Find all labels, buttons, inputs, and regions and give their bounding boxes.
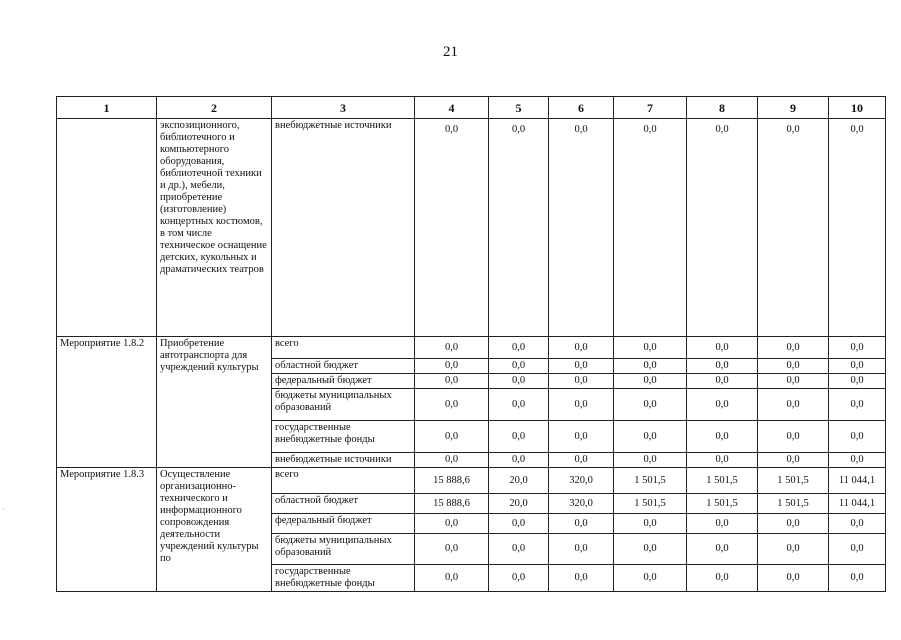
value-cell: 0,0 — [758, 514, 829, 534]
value-cell: 320,0 — [549, 468, 614, 494]
funding-source-cell: бюджеты муниципальных образований — [272, 534, 415, 565]
value-cell: 0,0 — [549, 389, 614, 421]
value-cell: 0,0 — [687, 421, 758, 453]
value-cell: 0,0 — [415, 359, 489, 374]
value-cell: 0,0 — [549, 534, 614, 565]
value-cell: 1 501,5 — [758, 468, 829, 494]
value-cell: 0,0 — [758, 337, 829, 359]
scan-artifact: · — [2, 505, 5, 514]
value-cell: 0,0 — [614, 534, 687, 565]
value-cell: 0,0 — [549, 359, 614, 374]
value-cell: 0,0 — [687, 389, 758, 421]
value-cell: 11 044,1 — [829, 468, 886, 494]
funding-source-cell: федеральный бюджет — [272, 514, 415, 534]
value-cell: 0,0 — [687, 359, 758, 374]
column-header: 6 — [549, 97, 614, 119]
measure-cell: Мероприятие 1.8.3 — [57, 468, 157, 592]
value-cell: 0,0 — [489, 389, 549, 421]
funding-source-cell: бюджеты муниципальных образований — [272, 389, 415, 421]
value-cell: 0,0 — [687, 565, 758, 592]
funding-source-cell: федеральный бюджет — [272, 374, 415, 389]
value-cell: 0,0 — [415, 514, 489, 534]
value-cell: 0,0 — [829, 359, 886, 374]
value-cell: 0,0 — [758, 359, 829, 374]
value-cell: 0,0 — [614, 119, 687, 337]
value-cell: 0,0 — [829, 374, 886, 389]
value-cell: 0,0 — [687, 374, 758, 389]
column-header: 5 — [489, 97, 549, 119]
value-cell: 320,0 — [549, 494, 614, 514]
value-cell: 0,0 — [829, 119, 886, 337]
value-cell: 0,0 — [758, 374, 829, 389]
value-cell: 0,0 — [614, 359, 687, 374]
value-cell: 0,0 — [829, 337, 886, 359]
value-cell: 0,0 — [415, 534, 489, 565]
value-cell: 0,0 — [549, 119, 614, 337]
value-cell: 20,0 — [489, 494, 549, 514]
table-row — [57, 468, 886, 494]
funding-source-cell: государственные внебюджетные фонды — [272, 421, 415, 453]
header-row — [57, 97, 886, 119]
value-cell: 0,0 — [829, 389, 886, 421]
value-cell: 0,0 — [489, 374, 549, 389]
value-cell: 0,0 — [489, 359, 549, 374]
value-cell: 0,0 — [549, 453, 614, 468]
funding-source-cell: внебюджетные источники — [272, 119, 415, 337]
value-cell: 0,0 — [489, 337, 549, 359]
value-cell: 0,0 — [687, 119, 758, 337]
value-cell: 0,0 — [415, 565, 489, 592]
value-cell: 0,0 — [549, 374, 614, 389]
value-cell: 0,0 — [758, 389, 829, 421]
value-cell: 1 501,5 — [758, 494, 829, 514]
measure-cell — [57, 119, 157, 337]
value-cell: 0,0 — [415, 453, 489, 468]
value-cell: 0,0 — [614, 337, 687, 359]
value-cell: 0,0 — [614, 514, 687, 534]
value-cell: 0,0 — [687, 453, 758, 468]
value-cell: 0,0 — [549, 337, 614, 359]
funding-source-cell: всего — [272, 337, 415, 359]
value-cell: 0,0 — [614, 389, 687, 421]
budget-table — [56, 96, 886, 592]
column-header: 3 — [272, 97, 415, 119]
value-cell: 0,0 — [687, 337, 758, 359]
value-cell: 15 888,6 — [415, 468, 489, 494]
funding-source-cell: областной бюджет — [272, 359, 415, 374]
value-cell: 0,0 — [687, 534, 758, 565]
page-number: 21 — [443, 44, 458, 60]
value-cell: 0,0 — [829, 534, 886, 565]
value-cell: 0,0 — [415, 374, 489, 389]
value-cell: 0,0 — [549, 565, 614, 592]
funding-source-cell: государственные внебюджетные фонды — [272, 565, 415, 592]
value-cell: 0,0 — [614, 374, 687, 389]
table-row — [57, 337, 886, 359]
value-cell: 0,0 — [549, 514, 614, 534]
description-cell: экспозиционного, библиотечного и компьютерного оборудования, библиотечной техники и др.), мебели, приобретение (изготовление) концертных костюмов, в том числе техническое оснащение детских, кукольных и драматических театров — [157, 119, 272, 337]
funding-source-cell: всего — [272, 468, 415, 494]
value-cell: 0,0 — [489, 565, 549, 592]
value-cell: 0,0 — [687, 514, 758, 534]
value-cell: 0,0 — [549, 421, 614, 453]
value-cell: 0,0 — [758, 534, 829, 565]
value-cell: 0,0 — [489, 514, 549, 534]
value-cell: 0,0 — [489, 119, 549, 337]
funding-source-cell: внебюджетные источники — [272, 453, 415, 468]
value-cell: 1 501,5 — [614, 494, 687, 514]
value-cell: 0,0 — [829, 421, 886, 453]
value-cell: 0,0 — [415, 337, 489, 359]
column-header: 2 — [157, 97, 272, 119]
value-cell: 0,0 — [614, 421, 687, 453]
value-cell: 0,0 — [758, 421, 829, 453]
funding-source-cell: областной бюджет — [272, 494, 415, 514]
value-cell: 0,0 — [758, 453, 829, 468]
value-cell: 0,0 — [489, 453, 549, 468]
value-cell: 15 888,6 — [415, 494, 489, 514]
value-cell: 0,0 — [614, 453, 687, 468]
column-header: 9 — [758, 97, 829, 119]
description-cell: Приобретение автотранспорта для учреждений культуры — [157, 337, 272, 468]
value-cell: 0,0 — [829, 514, 886, 534]
column-header: 8 — [687, 97, 758, 119]
column-header: 4 — [415, 97, 489, 119]
value-cell: 1 501,5 — [687, 494, 758, 514]
value-cell: 0,0 — [829, 453, 886, 468]
column-header: 1 — [57, 97, 157, 119]
value-cell: 11 044,1 — [829, 494, 886, 514]
value-cell: 20,0 — [489, 468, 549, 494]
column-header: 7 — [614, 97, 687, 119]
value-cell: 0,0 — [415, 389, 489, 421]
description-cell: Осуществление организационно-технического и информационного сопровождения деятельности учреждений культуры по — [157, 468, 272, 592]
value-cell: 1 501,5 — [614, 468, 687, 494]
value-cell: 0,0 — [489, 534, 549, 565]
measure-cell: Мероприятие 1.8.2 — [57, 337, 157, 468]
value-cell: 0,0 — [758, 119, 829, 337]
value-cell: 0,0 — [758, 565, 829, 592]
value-cell: 1 501,5 — [687, 468, 758, 494]
value-cell: 0,0 — [489, 421, 549, 453]
value-cell: 0,0 — [614, 565, 687, 592]
table-row — [57, 119, 886, 337]
value-cell: 0,0 — [415, 119, 489, 337]
value-cell: 0,0 — [829, 565, 886, 592]
column-header: 10 — [829, 97, 886, 119]
value-cell: 0,0 — [415, 421, 489, 453]
